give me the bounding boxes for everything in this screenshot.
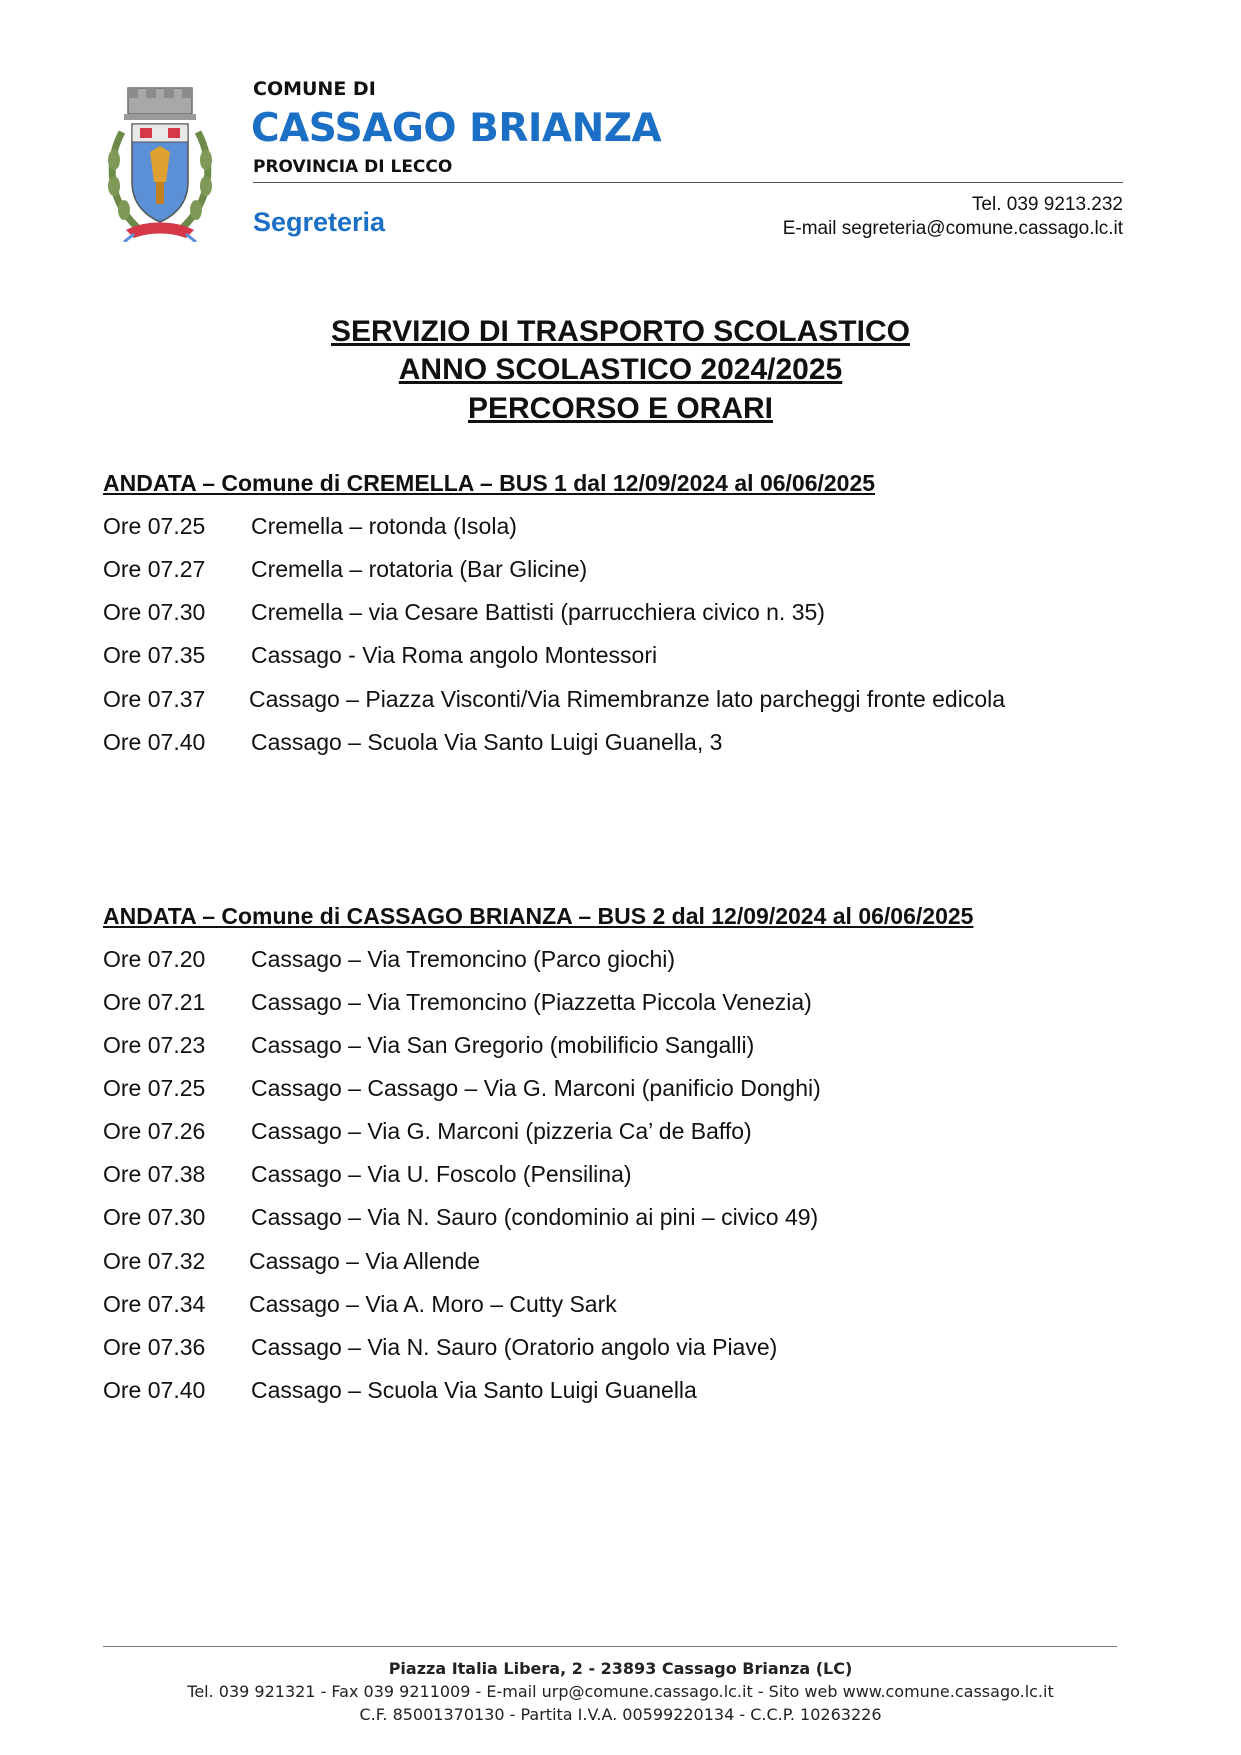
title-line-2-text: ANNO SCOLASTICO 2024/2025 [398, 353, 843, 386]
stop-time: Ore 07.40 [103, 729, 206, 755]
stop-time: Ore 07.32 [103, 1248, 206, 1274]
footer-divider [103, 1646, 1117, 1647]
section-heading-bus-1: ANDATA – Comune di CREMELLA – BUS 1 dal 12/09/2024 al 06/06/2025 [103, 470, 876, 496]
stop-time: Ore 07.25 [103, 513, 206, 539]
stop-time: Ore 07.30 [103, 599, 206, 625]
header-city-name: CASSAGO BRIANZA [251, 106, 662, 151]
stop-place: Cassago – Via Tremoncino (Piazzetta Piccola Venezia) [251, 989, 812, 1015]
footer-address: Piazza Italia Libera, 2 - 23893 Cassago Brianza (LC) [388, 1659, 853, 1678]
stop-place: Cassago – Scuola Via Santo Luigi Guanella, 3 [251, 729, 723, 755]
stop-place: Cassago – Via G. Marconi (pizzeria Ca’ de Baffo) [251, 1118, 752, 1144]
stop-time: Ore 07.20 [103, 946, 206, 972]
stop-time: Ore 07.26 [103, 1118, 206, 1144]
stop-place: Cassago - Via Roma angolo Montessori [251, 642, 658, 668]
header-divider [253, 182, 1123, 183]
stop-time: Ore 07.38 [103, 1161, 206, 1187]
stop-place: Cassago – Scuola Via Santo Luigi Guanella [251, 1377, 697, 1403]
stop-time: Ore 07.37 [103, 686, 206, 712]
footer-fiscal: C.F. 85001370130 - Partita I.V.A. 00599220134 - C.C.P. 10263226 [359, 1705, 882, 1724]
section-heading-bus-2: ANDATA – Comune di CASSAGO BRIANZA – BUS 2 dal 12/09/2024 al 06/06/2025 [103, 903, 974, 929]
title-line-3 [0, 392, 1241, 426]
coat-of-arms-logo [100, 82, 220, 242]
stop-time: Ore 07.23 [103, 1032, 206, 1058]
stop-time: Ore 07.40 [103, 1377, 206, 1403]
stop-time: Ore 07.21 [103, 989, 206, 1015]
header-province: PROVINCIA DI LECCO [253, 157, 453, 177]
stop-place: Cassago – Via U. Foscolo (Pensilina) [251, 1161, 632, 1187]
title-line-1-text: SERVIZIO DI TRASPORTO SCOLASTICO [331, 315, 910, 348]
stop-time: Ore 07.36 [103, 1334, 206, 1360]
stop-time: Ore 07.25 [103, 1075, 206, 1101]
header-comune-label: COMUNE DI [253, 78, 376, 100]
stop-time: Ore 07.35 [103, 642, 206, 668]
stop-time: Ore 07.34 [103, 1291, 206, 1317]
stop-time: Ore 07.30 [103, 1204, 206, 1230]
stop-place: Cremella – rotonda (Isola) [251, 513, 517, 539]
header-phone: Tel. 039 9213.232 [971, 194, 1123, 215]
stop-place: Cassago – Via Allende [249, 1248, 481, 1274]
header-office: Segreteria [253, 207, 386, 237]
header-email[interactable]: E-mail segreteria@comune.cassago.lc.it [782, 218, 1123, 239]
stop-place: Cremella – via Cesare Battisti (parrucchiera civico n. 35) [251, 599, 825, 625]
stop-place: Cassago – Piazza Visconti/Via Rimembranze lato parcheggi fronte edicola [249, 686, 1006, 712]
stop-place: Cassago – Via N. Sauro (condominio ai pini – civico 49) [251, 1204, 819, 1230]
stop-place: Cassago – Cassago – Via G. Marconi (panificio Donghi) [251, 1075, 821, 1101]
title-line-1 [0, 315, 1241, 349]
title-line-2 [0, 353, 1241, 387]
footer-contacts: Tel. 039 921321 - Fax 039 9211009 - E-mail urp@comune.cassago.lc.it - Sito web www.comune.cassago.lc.it [187, 1682, 1054, 1701]
stop-place: Cassago – Via San Gregorio (mobilificio Sangalli) [251, 1032, 755, 1058]
stop-time: Ore 07.27 [103, 556, 206, 582]
stop-place: Cassago – Via A. Moro – Cutty Sark [249, 1291, 617, 1317]
stop-place: Cassago – Via Tremoncino (Parco giochi) [251, 946, 676, 972]
stop-place: Cremella – rotatoria (Bar Glicine) [251, 556, 588, 582]
title-line-3-text: PERCORSO E ORARI [467, 392, 774, 425]
stop-place: Cassago – Via N. Sauro (Oratorio angolo via Piave) [251, 1334, 778, 1360]
